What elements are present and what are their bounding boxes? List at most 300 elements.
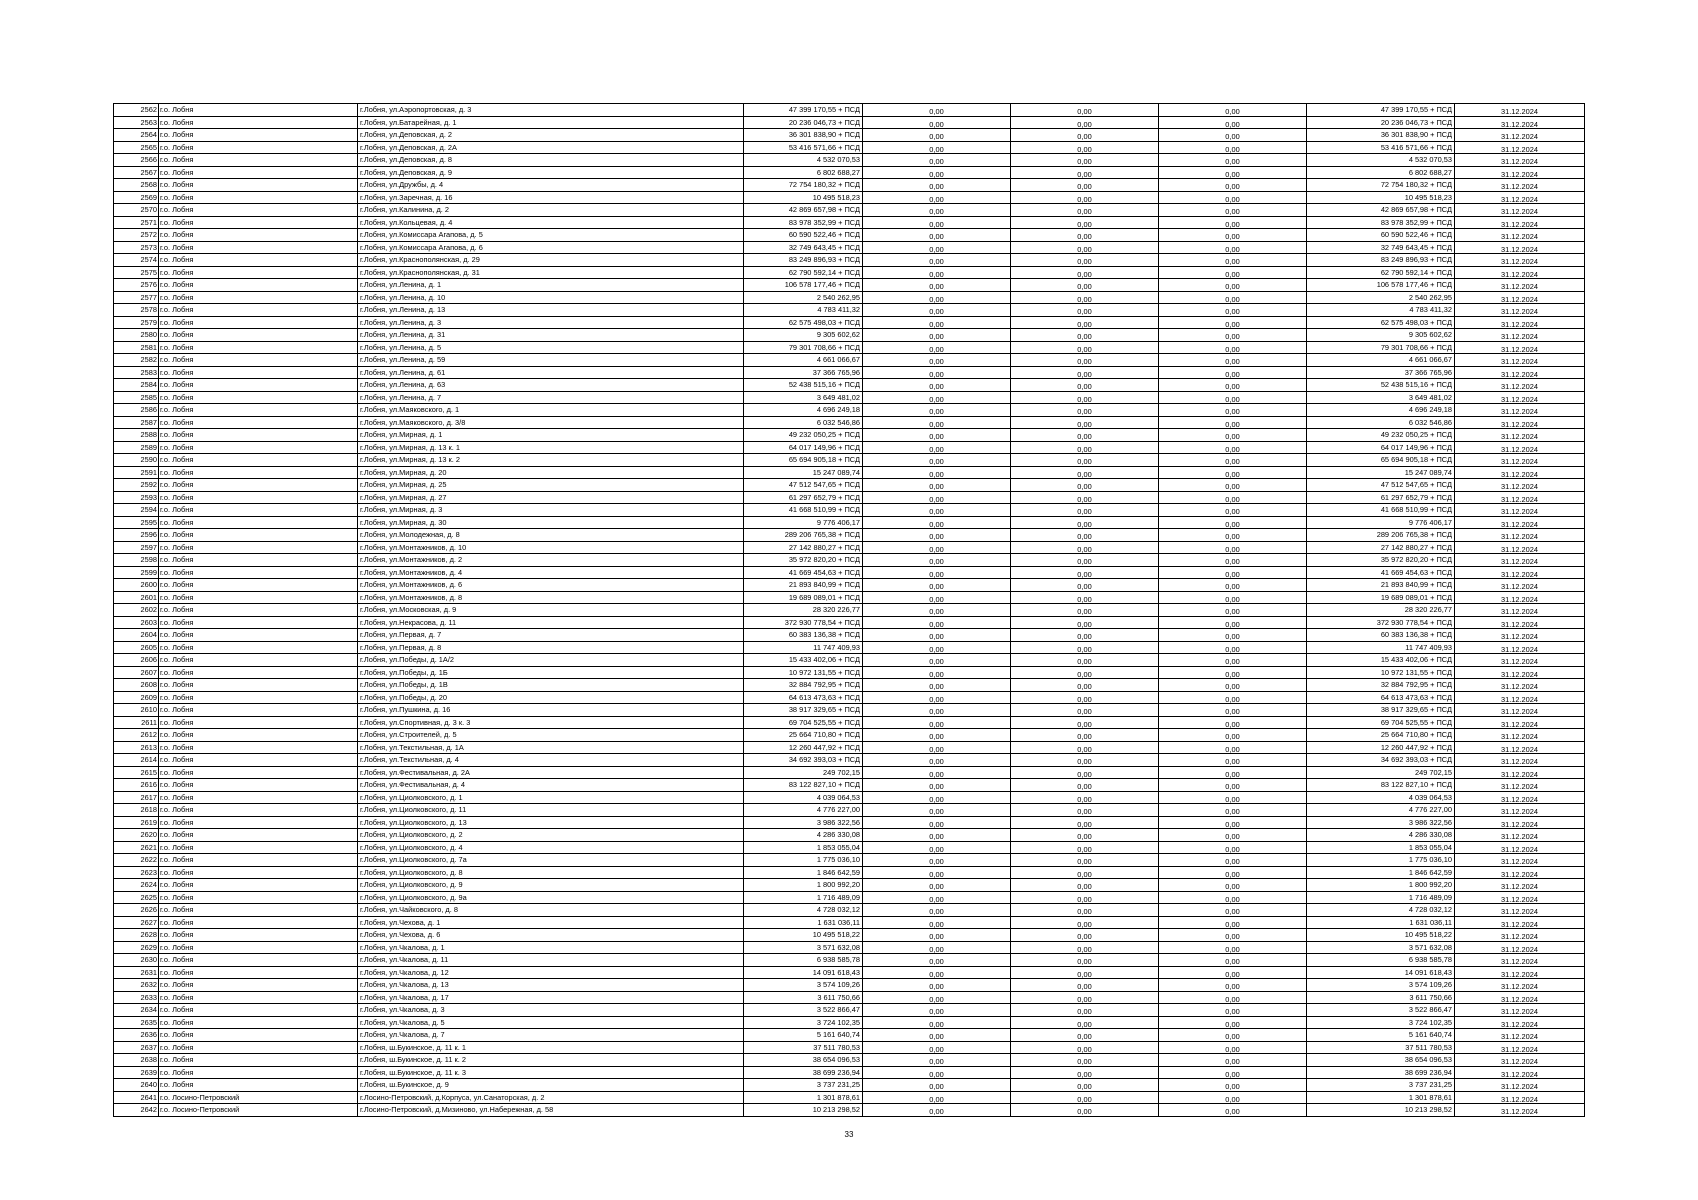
municipality-cell: г.о. Лобня: [159, 341, 358, 354]
fund-cell: 0,00: [1159, 754, 1307, 767]
regional-fund-cell: 4 532 070,53: [1307, 154, 1455, 167]
table-row: [114, 529, 1585, 542]
regional-fund-cell: 10 495 518,22: [1307, 929, 1455, 942]
regional-fund-cell: 37 366 765,96: [1307, 366, 1455, 379]
fund-cell: 0,00: [1159, 1004, 1307, 1017]
total-cost-cell: 5 161 640,74: [744, 1029, 863, 1042]
fund-cell: 0,00: [1159, 266, 1307, 279]
address-cell: г.Лобня, ул.Циолковского, д. 8: [358, 866, 744, 879]
row-number-cell: 2605: [114, 641, 159, 654]
regional-fund-cell: 3 522 866,47: [1307, 1004, 1455, 1017]
fund-cell: 0,00: [863, 529, 1011, 542]
deadline-cell: 31.12.2024: [1455, 266, 1585, 279]
fund-cell: 0,00: [863, 179, 1011, 192]
regional-fund-cell: 5 161 640,74: [1307, 1029, 1455, 1042]
fund-cell: 0,00: [1159, 666, 1307, 679]
fund-cell: 0,00: [1159, 854, 1307, 867]
regional-fund-cell: 34 692 393,03 + ПСД: [1307, 754, 1455, 767]
municipality-cell: г.о. Лобня: [159, 1054, 358, 1067]
deadline-cell: 31.12.2024: [1455, 229, 1585, 242]
total-cost-cell: 64 613 473,63 + ПСД: [744, 691, 863, 704]
municipality-cell: г.о. Лобня: [159, 891, 358, 904]
row-number-cell: 2619: [114, 816, 159, 829]
table-row: [114, 729, 1585, 742]
regional-fund-cell: 62 575 498,03 + ПСД: [1307, 316, 1455, 329]
municipality-cell: г.о. Лосино-Петровский: [159, 1104, 358, 1117]
address-cell: г.Лобня, ул.Аэропортовская, д. 3: [358, 104, 744, 117]
fund-cell: 0,00: [1159, 966, 1307, 979]
fund-cell: 0,00: [863, 1104, 1011, 1117]
table-row: [114, 204, 1585, 217]
deadline-cell: 31.12.2024: [1455, 841, 1585, 854]
deadline-cell: 31.12.2024: [1455, 766, 1585, 779]
row-number-cell: 2574: [114, 254, 159, 267]
municipality-cell: г.о. Лобня: [159, 166, 358, 179]
table-row: [114, 691, 1585, 704]
row-number-cell: 2577: [114, 291, 159, 304]
fund-cell: 0,00: [1011, 366, 1159, 379]
deadline-cell: 31.12.2024: [1455, 316, 1585, 329]
deadline-cell: 31.12.2024: [1455, 441, 1585, 454]
fund-cell: 0,00: [1159, 291, 1307, 304]
table-row: [114, 991, 1585, 1004]
total-cost-cell: 47 399 170,55 + ПСД: [744, 104, 863, 117]
regional-fund-cell: 32 749 643,45 + ПСД: [1307, 241, 1455, 254]
fund-cell: 0,00: [1159, 554, 1307, 567]
row-number-cell: 2613: [114, 741, 159, 754]
row-number-cell: 2594: [114, 504, 159, 517]
municipality-cell: г.о. Лобня: [159, 429, 358, 442]
fund-cell: 0,00: [863, 804, 1011, 817]
table-row: [114, 829, 1585, 842]
total-cost-cell: 21 893 840,99 + ПСД: [744, 579, 863, 592]
deadline-cell: 31.12.2024: [1455, 104, 1585, 117]
address-cell: г.Лобня, ул.Монтажников, д. 10: [358, 541, 744, 554]
fund-cell: 0,00: [1011, 391, 1159, 404]
table-row: [114, 454, 1585, 467]
fund-cell: 0,00: [863, 129, 1011, 142]
fund-cell: 0,00: [1011, 966, 1159, 979]
row-number-cell: 2602: [114, 604, 159, 617]
fund-cell: 0,00: [863, 904, 1011, 917]
fund-cell: 0,00: [863, 591, 1011, 604]
regional-fund-cell: 15 433 402,06 + ПСД: [1307, 654, 1455, 667]
total-cost-cell: 37 511 780,53: [744, 1041, 863, 1054]
fund-cell: 0,00: [863, 666, 1011, 679]
deadline-cell: 31.12.2024: [1455, 604, 1585, 617]
total-cost-cell: 72 754 180,32 + ПСД: [744, 179, 863, 192]
address-cell: г.Лобня, ул.Победы, д. 1В: [358, 679, 744, 692]
deadline-cell: 31.12.2024: [1455, 541, 1585, 554]
address-cell: г.Лобня, ул.Монтажников, д. 6: [358, 579, 744, 592]
deadline-cell: 31.12.2024: [1455, 654, 1585, 667]
deadline-cell: 31.12.2024: [1455, 179, 1585, 192]
fund-cell: 0,00: [1159, 466, 1307, 479]
total-cost-cell: 4 783 411,32: [744, 304, 863, 317]
fund-cell: 0,00: [863, 516, 1011, 529]
fund-cell: 0,00: [1011, 1079, 1159, 1092]
regional-fund-cell: 372 930 778,54 + ПСД: [1307, 616, 1455, 629]
fund-cell: 0,00: [1011, 1104, 1159, 1117]
fund-cell: 0,00: [1011, 1016, 1159, 1029]
municipality-cell: г.о. Лобня: [159, 1004, 358, 1017]
total-cost-cell: 1 846 642,59: [744, 866, 863, 879]
fund-cell: 0,00: [863, 1091, 1011, 1104]
fund-cell: 0,00: [1159, 354, 1307, 367]
table-row: [114, 704, 1585, 717]
municipality-cell: г.о. Лобня: [159, 941, 358, 954]
total-cost-cell: 3 737 231,25: [744, 1079, 863, 1092]
fund-cell: 0,00: [1159, 704, 1307, 717]
fund-cell: 0,00: [1159, 991, 1307, 1004]
address-cell: г.Лобня, ул.Заречная, д. 16: [358, 191, 744, 204]
regional-fund-cell: 4 696 249,18: [1307, 404, 1455, 417]
municipality-cell: г.о. Лобня: [159, 779, 358, 792]
municipality-cell: г.о. Лобня: [159, 791, 358, 804]
municipality-cell: г.о. Лобня: [159, 954, 358, 967]
table-row: [114, 304, 1585, 317]
fund-cell: 0,00: [1159, 1066, 1307, 1079]
fund-cell: 0,00: [1011, 941, 1159, 954]
municipality-cell: г.о. Лобня: [159, 866, 358, 879]
row-number-cell: 2641: [114, 1091, 159, 1104]
municipality-cell: г.о. Лобня: [159, 104, 358, 117]
regional-fund-cell: 6 938 585,78: [1307, 954, 1455, 967]
total-cost-cell: 4 776 227,00: [744, 804, 863, 817]
table-row: [114, 491, 1585, 504]
regional-fund-cell: 249 702,15: [1307, 766, 1455, 779]
total-cost-cell: 106 578 177,46 + ПСД: [744, 279, 863, 292]
table-row: [114, 1091, 1585, 1104]
fund-cell: 0,00: [1159, 254, 1307, 267]
deadline-cell: 31.12.2024: [1455, 154, 1585, 167]
address-cell: г.Лобня, ул.Ленина, д. 10: [358, 291, 744, 304]
total-cost-cell: 1 716 489,09: [744, 891, 863, 904]
municipality-cell: г.о. Лобня: [159, 579, 358, 592]
fund-cell: 0,00: [1159, 679, 1307, 692]
total-cost-cell: 83 122 827,10 + ПСД: [744, 779, 863, 792]
row-number-cell: 2607: [114, 666, 159, 679]
table-row: [114, 104, 1585, 117]
fund-cell: 0,00: [1159, 729, 1307, 742]
fund-cell: 0,00: [863, 754, 1011, 767]
regional-fund-cell: 3 611 750,66: [1307, 991, 1455, 1004]
address-cell: г.Лобня, ул.Молодежная, д. 8: [358, 529, 744, 542]
row-number-cell: 2616: [114, 779, 159, 792]
municipality-cell: г.о. Лобня: [159, 366, 358, 379]
total-cost-cell: 41 668 510,99 + ПСД: [744, 504, 863, 517]
address-cell: г.Лобня, ул.Деповская, д. 9: [358, 166, 744, 179]
fund-cell: 0,00: [1011, 416, 1159, 429]
fund-cell: 0,00: [1159, 191, 1307, 204]
fund-cell: 0,00: [863, 266, 1011, 279]
fund-cell: 0,00: [863, 766, 1011, 779]
regional-fund-cell: 3 571 632,08: [1307, 941, 1455, 954]
total-cost-cell: 3 611 750,66: [744, 991, 863, 1004]
fund-cell: 0,00: [1011, 641, 1159, 654]
table-row: [114, 316, 1585, 329]
deadline-cell: 31.12.2024: [1455, 404, 1585, 417]
address-cell: г.Лобня, ул.Ленина, д. 63: [358, 379, 744, 392]
address-cell: г.Лобня, ул.Победы, д. 1Б: [358, 666, 744, 679]
table-body: [114, 104, 1585, 1117]
row-number-cell: 2625: [114, 891, 159, 904]
municipality-cell: г.о. Лобня: [159, 841, 358, 854]
deadline-cell: 31.12.2024: [1455, 1029, 1585, 1042]
fund-cell: 0,00: [1011, 254, 1159, 267]
fund-cell: 0,00: [1011, 491, 1159, 504]
fund-cell: 0,00: [1159, 316, 1307, 329]
table-row: [114, 891, 1585, 904]
deadline-cell: 31.12.2024: [1455, 129, 1585, 142]
municipality-cell: г.о. Лобня: [159, 604, 358, 617]
table-row: [114, 241, 1585, 254]
deadline-cell: 31.12.2024: [1455, 516, 1585, 529]
total-cost-cell: 6 938 585,78: [744, 954, 863, 967]
municipality-cell: г.о. Лобня: [159, 279, 358, 292]
fund-cell: 0,00: [1011, 1054, 1159, 1067]
regional-fund-cell: 35 972 820,20 + ПСД: [1307, 554, 1455, 567]
fund-cell: 0,00: [1159, 866, 1307, 879]
regional-fund-cell: 79 301 708,66 + ПСД: [1307, 341, 1455, 354]
municipality-cell: г.о. Лосино-Петровский: [159, 1091, 358, 1104]
row-number-cell: 2608: [114, 679, 159, 692]
fund-cell: 0,00: [1011, 554, 1159, 567]
row-number-cell: 2636: [114, 1029, 159, 1042]
fund-cell: 0,00: [863, 654, 1011, 667]
fund-cell: 0,00: [1011, 1091, 1159, 1104]
regional-fund-cell: 1 853 055,04: [1307, 841, 1455, 854]
total-cost-cell: 60 590 522,46 + ПСД: [744, 229, 863, 242]
deadline-cell: 31.12.2024: [1455, 491, 1585, 504]
row-number-cell: 2565: [114, 141, 159, 154]
address-cell: г.Лобня, ул.Мирная, д. 13 к. 2: [358, 454, 744, 467]
total-cost-cell: 28 320 226,77: [744, 604, 863, 617]
total-cost-cell: 1 775 036,10: [744, 854, 863, 867]
row-number-cell: 2581: [114, 341, 159, 354]
total-cost-cell: 3 574 109,26: [744, 979, 863, 992]
address-cell: г.Лобня, ул.Чкалова, д. 11: [358, 954, 744, 967]
fund-cell: 0,00: [1011, 679, 1159, 692]
fund-cell: 0,00: [1011, 241, 1159, 254]
table-row: [114, 1029, 1585, 1042]
fund-cell: 0,00: [863, 429, 1011, 442]
deadline-cell: 31.12.2024: [1455, 991, 1585, 1004]
row-number-cell: 2588: [114, 429, 159, 442]
regional-fund-cell: 2 540 262,95: [1307, 291, 1455, 304]
table-row: [114, 629, 1585, 642]
table-row: [114, 879, 1585, 892]
municipality-cell: г.о. Лобня: [159, 229, 358, 242]
address-cell: г.Лобня, ул.Мирная, д. 25: [358, 479, 744, 492]
total-cost-cell: 83 249 896,93 + ПСД: [744, 254, 863, 267]
fund-cell: 0,00: [1011, 929, 1159, 942]
fund-cell: 0,00: [1159, 979, 1307, 992]
total-cost-cell: 69 704 525,55 + ПСД: [744, 716, 863, 729]
fund-cell: 0,00: [1011, 404, 1159, 417]
total-cost-cell: 32 884 792,95 + ПСД: [744, 679, 863, 692]
total-cost-cell: 34 692 393,03 + ПСД: [744, 754, 863, 767]
total-cost-cell: 32 749 643,45 + ПСД: [744, 241, 863, 254]
municipality-cell: г.о. Лобня: [159, 479, 358, 492]
fund-cell: 0,00: [863, 1066, 1011, 1079]
regional-fund-cell: 15 247 089,74: [1307, 466, 1455, 479]
deadline-cell: 31.12.2024: [1455, 641, 1585, 654]
address-cell: г.Лосино-Петровский, д.Мизиново, ул.Набережная, д. 58: [358, 1104, 744, 1117]
regional-fund-cell: 12 260 447,92 + ПСД: [1307, 741, 1455, 754]
fund-cell: 0,00: [1011, 191, 1159, 204]
row-number-cell: 2599: [114, 566, 159, 579]
regional-fund-cell: 3 574 109,26: [1307, 979, 1455, 992]
deadline-cell: 31.12.2024: [1455, 454, 1585, 467]
total-cost-cell: 12 260 447,92 + ПСД: [744, 741, 863, 754]
regional-fund-cell: 32 884 792,95 + ПСД: [1307, 679, 1455, 692]
fund-cell: 0,00: [863, 641, 1011, 654]
row-number-cell: 2584: [114, 379, 159, 392]
table-row: [114, 266, 1585, 279]
regional-fund-cell: 3 649 481,02: [1307, 391, 1455, 404]
municipality-cell: г.о. Лобня: [159, 704, 358, 717]
deadline-cell: 31.12.2024: [1455, 716, 1585, 729]
regional-fund-cell: 10 495 518,23: [1307, 191, 1455, 204]
table-row: [114, 941, 1585, 954]
fund-cell: 0,00: [863, 779, 1011, 792]
address-cell: г.Лобня, ул.Мирная, д. 3: [358, 504, 744, 517]
fund-cell: 0,00: [863, 454, 1011, 467]
municipality-cell: г.о. Лобня: [159, 654, 358, 667]
address-cell: г.Лобня, ул.Ленина, д. 7: [358, 391, 744, 404]
address-cell: г.Лобня, ул.Маяковского, д. 1: [358, 404, 744, 417]
table-row: [114, 1016, 1585, 1029]
regional-fund-cell: 83 978 352,99 + ПСД: [1307, 216, 1455, 229]
fund-cell: 0,00: [1011, 566, 1159, 579]
fund-cell: 0,00: [863, 866, 1011, 879]
total-cost-cell: 11 747 409,93: [744, 641, 863, 654]
address-cell: г.Лобня, ул.Ленина, д. 5: [358, 341, 744, 354]
row-number-cell: 2589: [114, 441, 159, 454]
total-cost-cell: 79 301 708,66 + ПСД: [744, 341, 863, 354]
table-row: [114, 416, 1585, 429]
table-row: [114, 979, 1585, 992]
regional-fund-cell: 62 790 592,14 + ПСД: [1307, 266, 1455, 279]
row-number-cell: 2567: [114, 166, 159, 179]
deadline-cell: 31.12.2024: [1455, 279, 1585, 292]
deadline-cell: 31.12.2024: [1455, 916, 1585, 929]
deadline-cell: 31.12.2024: [1455, 554, 1585, 567]
address-cell: г.Лобня, ул.Ленина, д. 31: [358, 329, 744, 342]
regional-fund-cell: 9 305 602,62: [1307, 329, 1455, 342]
regional-fund-cell: 42 869 657,98 + ПСД: [1307, 204, 1455, 217]
row-number-cell: 2606: [114, 654, 159, 667]
regional-fund-cell: 289 206 765,38 + ПСД: [1307, 529, 1455, 542]
deadline-cell: 31.12.2024: [1455, 304, 1585, 317]
address-cell: г.Лобня, ул.Маяковского, д. 3/8: [358, 416, 744, 429]
fund-cell: 0,00: [1159, 1029, 1307, 1042]
table-row: [114, 854, 1585, 867]
address-cell: г.Лобня, ул.Чкалова, д. 12: [358, 966, 744, 979]
deadline-cell: 31.12.2024: [1455, 616, 1585, 629]
table-row: [114, 254, 1585, 267]
fund-cell: 0,00: [863, 216, 1011, 229]
fund-cell: 0,00: [1159, 579, 1307, 592]
fund-cell: 0,00: [863, 791, 1011, 804]
fund-cell: 0,00: [1011, 916, 1159, 929]
table-row: [114, 191, 1585, 204]
fund-cell: 0,00: [1011, 729, 1159, 742]
regional-fund-cell: 21 893 840,99 + ПСД: [1307, 579, 1455, 592]
regional-fund-cell: 83 122 827,10 + ПСД: [1307, 779, 1455, 792]
address-cell: г.Лобня, ул.Чкалова, д. 17: [358, 991, 744, 1004]
total-cost-cell: 4 696 249,18: [744, 404, 863, 417]
table-row: [114, 554, 1585, 567]
fund-cell: 0,00: [863, 966, 1011, 979]
row-number-cell: 2629: [114, 941, 159, 954]
table-row: [114, 816, 1585, 829]
fund-cell: 0,00: [863, 316, 1011, 329]
regional-fund-cell: 3 986 322,56: [1307, 816, 1455, 829]
fund-cell: 0,00: [863, 1079, 1011, 1092]
deadline-cell: 31.12.2024: [1455, 191, 1585, 204]
address-cell: г.Лобня, ул.Деповская, д. 2: [358, 129, 744, 142]
fund-cell: 0,00: [863, 104, 1011, 117]
regional-fund-cell: 38 699 236,94: [1307, 1066, 1455, 1079]
address-cell: г.Лобня, ул.Текстильная, д. 4: [358, 754, 744, 767]
regional-fund-cell: 1 631 036,11: [1307, 916, 1455, 929]
deadline-cell: 31.12.2024: [1455, 366, 1585, 379]
fund-cell: 0,00: [1159, 129, 1307, 142]
fund-cell: 0,00: [1159, 1041, 1307, 1054]
deadline-cell: 31.12.2024: [1455, 854, 1585, 867]
regional-fund-cell: 49 232 050,25 + ПСД: [1307, 429, 1455, 442]
municipality-cell: г.о. Лобня: [159, 966, 358, 979]
address-cell: г.Лобня, ул.Мирная, д. 30: [358, 516, 744, 529]
deadline-cell: 31.12.2024: [1455, 1004, 1585, 1017]
row-number-cell: 2642: [114, 1104, 159, 1117]
address-cell: г.Лобня, ул.Чкалова, д. 1: [358, 941, 744, 954]
total-cost-cell: 20 236 046,73 + ПСД: [744, 116, 863, 129]
total-cost-cell: 372 930 778,54 + ПСД: [744, 616, 863, 629]
table-row: [114, 841, 1585, 854]
total-cost-cell: 1 800 992,20: [744, 879, 863, 892]
address-cell: г.Лобня, ул.Текстильная, д. 1А: [358, 741, 744, 754]
total-cost-cell: 10 495 518,22: [744, 929, 863, 942]
municipality-cell: г.о. Лобня: [159, 454, 358, 467]
fund-cell: 0,00: [1011, 166, 1159, 179]
row-number-cell: 2634: [114, 1004, 159, 1017]
regional-fund-cell: 47 512 547,65 + ПСД: [1307, 479, 1455, 492]
fund-cell: 0,00: [863, 441, 1011, 454]
municipality-cell: г.о. Лобня: [159, 829, 358, 842]
address-cell: г.Лобня, ул.Чкалова, д. 7: [358, 1029, 744, 1042]
table-row: [114, 904, 1585, 917]
row-number-cell: 2610: [114, 704, 159, 717]
table-row: [114, 679, 1585, 692]
total-cost-cell: 10 213 298,52: [744, 1104, 863, 1117]
fund-cell: 0,00: [863, 841, 1011, 854]
deadline-cell: 31.12.2024: [1455, 591, 1585, 604]
fund-cell: 0,00: [1011, 529, 1159, 542]
fund-cell: 0,00: [1159, 154, 1307, 167]
fund-cell: 0,00: [1011, 116, 1159, 129]
fund-cell: 0,00: [1011, 616, 1159, 629]
regional-fund-cell: 60 383 136,38 + ПСД: [1307, 629, 1455, 642]
municipality-cell: г.о. Лобня: [159, 816, 358, 829]
table-row: [114, 516, 1585, 529]
fund-cell: 0,00: [1159, 229, 1307, 242]
row-number-cell: 2582: [114, 354, 159, 367]
fund-cell: 0,00: [1011, 854, 1159, 867]
deadline-cell: 31.12.2024: [1455, 779, 1585, 792]
